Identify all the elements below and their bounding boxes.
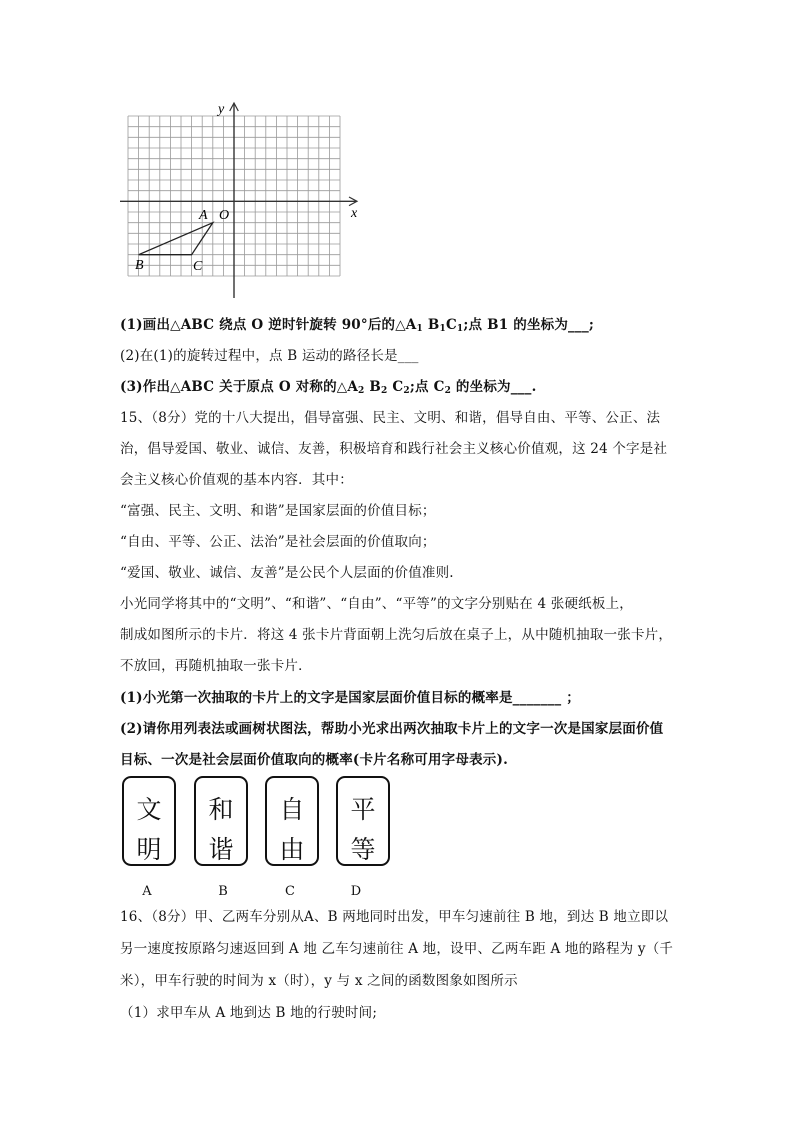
q16-line2: 另一速度按原路匀速返回到 A 地 乙车匀速前往 A 地，设甲、乙两车距 A 地的路程为 y（千 (120, 941, 674, 957)
q16-question1: （1）求甲车从 A 地到达 B 地的行驶时间; (120, 1005, 378, 1021)
q14-part1: (1)画出△ABC 绕点 O 逆时针旋转 90°后的$\triangle A_1$ $B_1C_1$;点 B1 的坐标为___; (120, 317, 595, 334)
x-axis-label: x (351, 206, 358, 221)
card-b: 和 谐 (194, 776, 248, 866)
point-c-label: C (193, 259, 203, 274)
card-label-a: A (142, 884, 152, 899)
q15-line2: 治，倡导爱国、敬业、诚信、友善，积极培育和践行社会主义核心价值观，这 24 个字是社 (120, 441, 668, 457)
card-label-b: B (218, 884, 228, 899)
q15-line9: 不放回，再随机抽取一张卡片． (120, 658, 312, 674)
card-label-c: C (285, 884, 295, 899)
origin-label: O (219, 208, 230, 223)
q15-line4: “富强、民主、文明、和谐”是国家层面的价值目标； (120, 503, 436, 519)
card-label-d: D (350, 884, 362, 899)
q15-line1: 15、（8分）党的十八大提出，倡导富强、民主、文明、和谐，倡导自由、平等、公正、法 (120, 410, 661, 426)
point-b-label: B (135, 258, 144, 273)
q15-line7: 小光同学将其中的“文明”、“和谐”、“自由”、“平等”的文字分别贴在 4 张硬纸板上， (120, 596, 633, 612)
q15-line3: 会主义核心价值观的基本内容．其中： (120, 472, 353, 488)
q15-line8: 制成如图所示的卡片．将这 4 张卡片背面朝上洗匀后放在桌子上，从中随机抽取一张卡片， (120, 627, 673, 643)
q14-part2: (2)在(1)的旋转过程中，点 B 运动的路径长是___ (120, 348, 419, 364)
q15-line6: “爱国、敬业、诚信、友善”是公民个人层面的价值准则. (120, 565, 454, 581)
q15-question2-cont: 目标、一次是社会层面价值取向的概率(卡片名称可用字母表示). (120, 752, 508, 768)
triangle-abc (139, 223, 213, 255)
q16-line1: 16、（8分）甲、乙两车分别从A、B 两地同时出发，甲车匀速前往 B 地，到达 B 地立即以 (120, 909, 669, 925)
card-d: 平 等 (336, 776, 390, 866)
q16-line3: 米），甲车行驶的时间为 x（时），y 与 x 之间的函数图象如图所示 (120, 973, 518, 989)
card-c: 自 由 (265, 776, 319, 866)
card-a: 文 明 (122, 776, 176, 866)
y-axis-label: y (218, 102, 225, 117)
q15-line5: “自由、平等、公正、法治”是社会层面的价值取向； (120, 534, 436, 550)
q14-part3: (3)作出△ABC 关于原点 O 对称的$\triangle A_2$ $B_2$ $C_2$;点 $C_2$ 的坐标为___. (120, 379, 537, 396)
q15-question1: (1)小光第一次抽取的卡片上的文字是国家层面价值目标的概率是_______ ； (120, 690, 580, 706)
point-a-label: A (199, 208, 208, 223)
q15-question2: (2)请你用列表法或画树状图法，帮助小光求出两次抽取卡片上的文字一次是国家层面价值 (120, 721, 664, 737)
coordinate-grid-figure (118, 96, 368, 306)
